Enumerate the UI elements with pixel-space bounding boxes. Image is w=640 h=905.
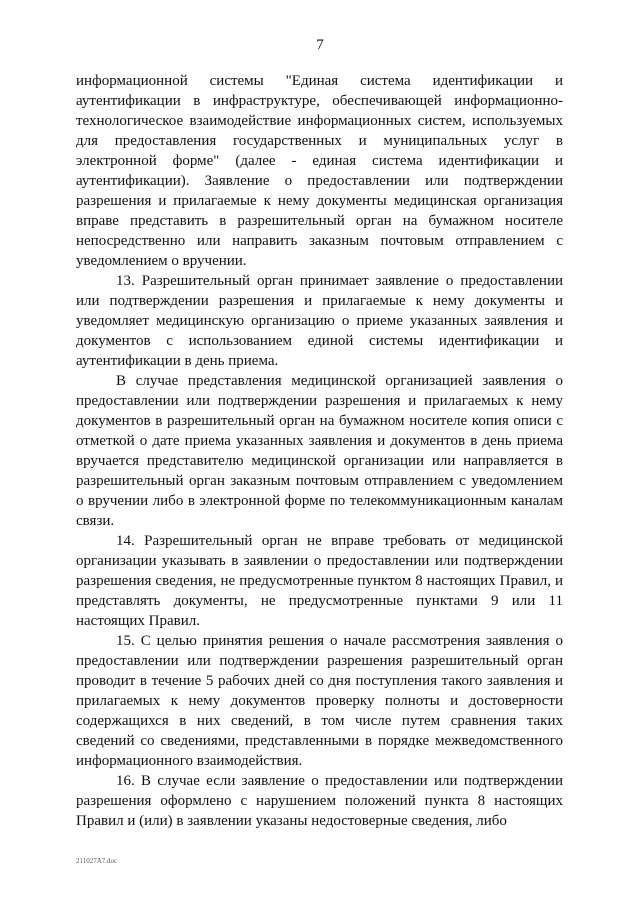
footer-document-code: 211027A7.doc: [76, 857, 118, 865]
paragraph-item-15: 15. С целью принятия решения о начале рассмотрения заявления о предоставлении или подтверждении разрешения разрешительный орган проводит в течение 5 рабочих дней со дня поступления такого заявления и прилагаемых к нему документов проверку полноты и достоверности содержащихся в них сведений, в том числе путем сравнения таких сведений со сведениями, представленными в порядке межведомственного информационного взаимодействия.: [76, 633, 563, 769]
paragraph-item-13-paper-case: В случае представления медицинской организацией заявления о предоставлении или подтверждении разрешения и прилагаемых к нему документов в разрешительный орган на бумажном носителе копия описи с отметкой о дате приема указанных заявления и документов в день приема вручается представителю медицинской организации или направляется в разрешительный орган заказным почтовым отправлением с уведомлением о вручении либо в электронной форме по телекоммуникационным каналам связи.: [76, 373, 563, 529]
paragraph-continuation: информационной системы "Единая система идентификации и аутентификации в инфраструктуре, обеспечивающей информационно-технологическое взаимодействие информационных систем, используемых для предоставления государственных и муниципальных услуг в электронной форме" (далее - единая система идентификации и аутентификации). Заявление о предоставлении или подтверждении разрешения и прилагаемые к нему документы медицинская организация вправе представить в разрешительный орган на бумажном носителе непосредственно или направить заказным почтовым отправлением с уведомлением о вручении.: [76, 73, 563, 269]
paragraph-item-14: 14. Разрешительный орган не вправе требовать от медицинской организации указывать в заявлении о предоставлении или подтверждении разрешения сведения, не предусмотренные пунктом 8 настоящих Правил, и представлять документы, не предусмотренные пунктами 9 или 11 настоящих Правил.: [76, 533, 563, 629]
page-number: 7: [316, 37, 324, 53]
document-body: [76, 71, 563, 831]
paragraph-item-13: 13. Разрешительный орган принимает заявление о предоставлении или подтверждении разрешения и прилагаемые к нему документы и уведомляет медицинскую организацию о приеме указанных заявления и документов с использованием единой системы идентификации и аутентификации в день приема.: [76, 273, 563, 369]
paragraph-item-16: 16. В случае если заявление о предоставлении или подтверждении разрешения оформлено с нарушением положений пункта 8 настоящих Правил и (или) в заявлении указаны недостоверные сведения, либо: [76, 773, 563, 829]
